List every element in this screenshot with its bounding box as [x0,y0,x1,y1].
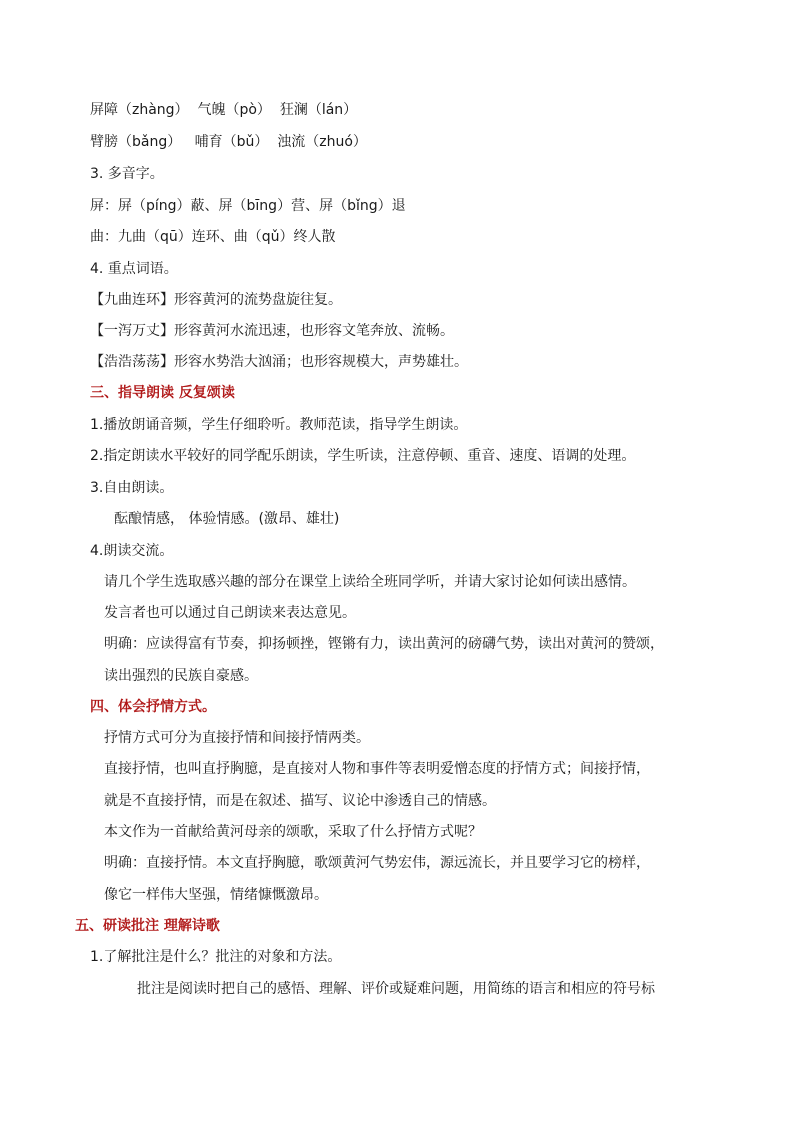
key-word-haohao [90,352,468,372]
section-5-item-1-para: 批注是阅读时把自己的感悟、理解、评价或疑难问题，用简练的语言和相应的符号标 [137,981,655,997]
section-5-heading: 五、研读批注 理解诗歌 [75,918,220,934]
section-3-item-4: 4.朗读交流。 [90,543,174,559]
key-words-heading: 4. 重点词语。 [90,261,178,277]
key-word-term: 【浩浩荡荡】 [90,354,174,370]
section-4-para-2-line-2: 就是不直接抒情，而是在叙述、描写、议论中渗透自己的情感。 [104,793,496,809]
section-3-item-4-para-2: 发言者也可以通过自己朗读来表达意见。 [104,605,356,621]
section-3-item-3: 3.自由朗读。 [90,480,174,496]
section-3-heading: 三、指导朗读 反复颂读 [90,385,235,401]
polyphone-ping: 屏：屏（píng）蔽、屏（bīng）营、屏（bǐng）退 [90,198,406,214]
key-word-definition: 形容黄河的流势盘旋往复。 [174,292,342,308]
polyphone-heading: 3. 多音字。 [90,166,164,182]
key-word-definition: 形容水势浩大汹涌；也形容规模大，声势雄壮。 [174,354,468,370]
section-3-item-3-detail: 酝酿情感， 体验情感。(激昂、雄壮) [114,511,340,527]
section-4-question: 本文作为一首献给黄河母亲的颂歌，采取了什么抒情方式呢？ [104,824,482,840]
section-4-answer-line-2: 像它一样伟大坚强，情绪慷慨激昂。 [104,887,328,903]
key-word-jiuqu [90,290,342,310]
key-word-definition: 形容黄河水流迅速，也形容文笔奔放、流畅。 [174,323,454,339]
section-3-item-1: 1.播放朗诵音频，学生仔细聆听。教师范读，指导学生朗读。 [90,417,468,433]
section-4-answer-line-1: 明确：直接抒情。本文直抒胸臆，歌颂黄河气势宏伟，源远流长，并且要学习它的榜样， [104,855,650,871]
section-4-para-2-line-1: 直接抒情，也叫直抒胸臆，是直接对人物和事件等表明爱憎态度的抒情方式；间接抒情， [104,761,650,777]
key-word-yixie [90,321,454,341]
section-4-heading: 四、体会抒情方式。 [90,699,216,715]
vocab-line-2: 臂膀（bǎng） 哺育（bǔ） 浊流（zhuó） [90,134,367,150]
vocab-line-1: 屏障（zhàng） 气魄（pò） 狂澜（lán） [90,102,358,118]
section-5-item-1: 1.了解批注是什么？批注的对象和方法。 [90,949,342,965]
section-3-answer-line-2: 读出强烈的民族自豪感。 [104,668,258,684]
section-3-answer-line-1: 明确：应读得富有节奏，抑扬顿挫，铿锵有力，读出黄河的磅礴气势，读出对黄河的赞颂， [104,636,664,652]
key-word-term: 【九曲连环】 [90,292,174,308]
key-word-term: 【一泻万丈】 [90,323,174,339]
section-3-item-4-para-1: 请几个学生选取感兴趣的部分在课堂上读给全班同学听，并请大家讨论如何读出感情。 [104,574,636,590]
section-3-item-2: 2.指定朗读水平较好的同学配乐朗读，学生听读，注意停顿、重音、速度、语调的处理。 [90,448,636,464]
section-4-para-1: 抒情方式可分为直接抒情和间接抒情两类。 [104,730,370,746]
polyphone-qu: 曲：九曲（qū）连环、曲（qǔ）终人散 [90,229,336,245]
